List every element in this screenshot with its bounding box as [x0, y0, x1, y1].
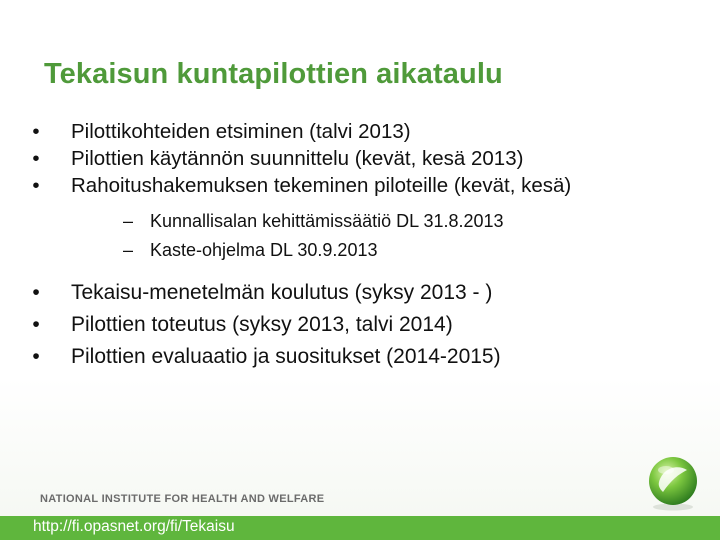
- sub-bullet-item: [71, 236, 596, 265]
- bullet-marker: •: [32, 120, 40, 143]
- footer-url-link[interactable]: http://fi.opasnet.org/fi/Tekaisu: [33, 518, 235, 535]
- bullet-item: [26, 145, 666, 172]
- sub-bullet-marker: –: [122, 211, 133, 231]
- bullet-item: [26, 309, 666, 341]
- bullet-text: Pilottien evaluaatio ja suositukset (2014-2015): [71, 345, 501, 368]
- bullet-text: Tekaisu-menetelmän koulutus (syksy 2013 - ): [71, 281, 493, 304]
- bullet-marker: •: [32, 147, 40, 170]
- slide-title: Tekaisun kuntapilottien aikataulu: [44, 58, 503, 90]
- green-globe-leaf-icon: [643, 452, 703, 512]
- bullet-text: Rahoitushakemuksen tekeminen piloteille (kevät, kesä): [71, 174, 572, 197]
- bullet-item: [26, 118, 666, 145]
- sub-bullet-list: [71, 207, 596, 265]
- bullet-list: [26, 118, 666, 373]
- bullet-item: [26, 341, 666, 373]
- bullet-marker: •: [32, 174, 40, 197]
- bullet-marker: •: [32, 281, 40, 304]
- sub-bullet-marker: –: [122, 240, 133, 260]
- bullet-item: [26, 277, 666, 309]
- organization-name: NATIONAL INSTITUTE FOR HEALTH AND WELFARE: [40, 493, 325, 505]
- bullet-text: Pilottien toteutus (syksy 2013, talvi 2014): [71, 313, 453, 336]
- bullet-text: Pilottien käytännön suunnittelu (kevät, kesä 2013): [71, 147, 524, 170]
- bullet-marker: •: [32, 313, 40, 336]
- sub-bullet-text: Kunnallisalan kehittämissäätiö DL 31.8.2013: [150, 211, 504, 231]
- bullet-text: Pilottikohteiden etsiminen (talvi 2013): [71, 120, 411, 143]
- bullet-marker: •: [32, 345, 40, 368]
- sub-bullet-text: Kaste-ohjelma DL 30.9.2013: [150, 240, 378, 260]
- sub-bullet-item: [71, 207, 596, 236]
- bullet-item: [26, 172, 666, 265]
